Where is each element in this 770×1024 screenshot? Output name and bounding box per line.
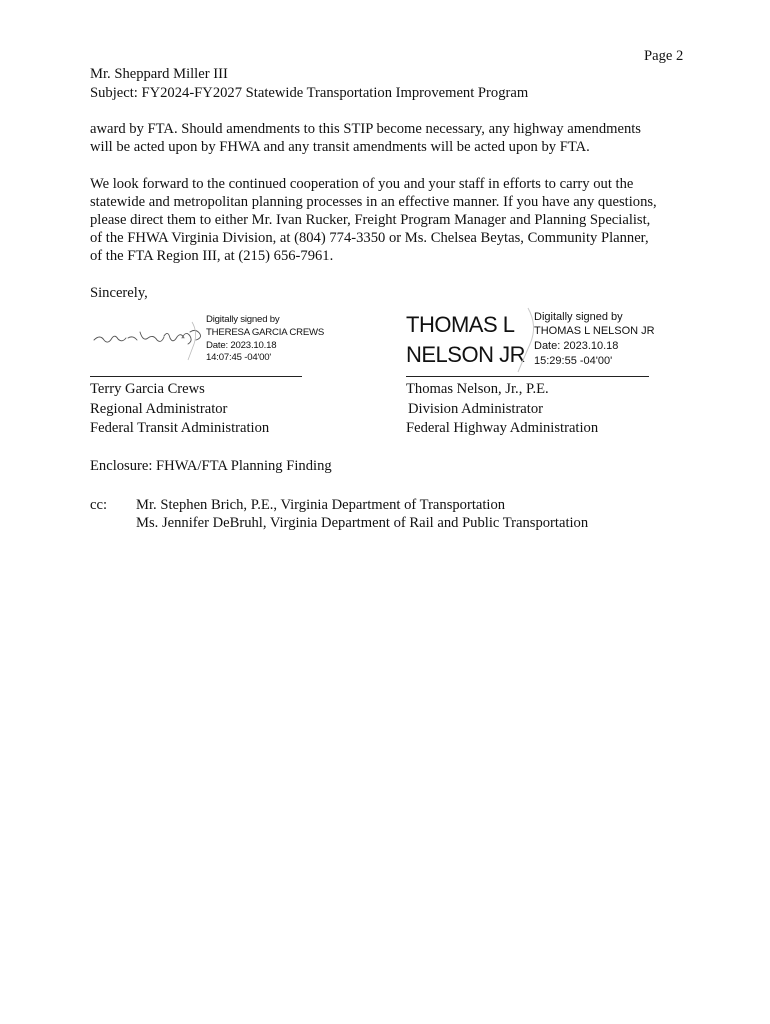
paragraph-line: award by FTA. Should amendments to this STIP become necessary, any highway amendments (90, 121, 641, 137)
digital-signature-line: THERESA GARCIA CREWS (206, 327, 325, 338)
digital-signature-line: Digitally signed by (206, 314, 280, 325)
paragraph-line: of the FTA Region III, at (215) 656-7961. (90, 248, 334, 264)
digital-signature-line: Digitally signed by (534, 311, 623, 323)
cc-label: cc: (90, 497, 108, 513)
signer-title: Regional Administrator (90, 401, 228, 417)
paragraph-line: of the FHWA Virginia Division, at (804) 774-3350 or Ms. Chelsea Beytas, Community Planner, (90, 230, 649, 246)
cc-recipient: Ms. Jennifer DeBruhl, Virginia Department of Rail and Public Transportation (136, 515, 589, 531)
signer-name: Terry Garcia Crews (90, 381, 205, 397)
paragraph-line: statewide and metropolitan planning processes in an effective manner. If you have any questions, (90, 194, 657, 210)
paragraph-line: please direct them to either Mr. Ivan Rucker, Freight Program Manager and Planning Specialist, (90, 212, 651, 228)
addressee: Mr. Sheppard Miller III (90, 66, 228, 82)
digital-signature-line: 15:29:55 -04'00' (534, 355, 613, 367)
digital-signature-line: 14:07:45 -04'00' (206, 352, 272, 363)
paragraph-line: We look forward to the continued cooperation of you and your staff in efforts to carry out the (90, 176, 634, 192)
signature-rule (406, 376, 649, 377)
closing: Sincerely, (90, 285, 148, 301)
handwritten-signature (92, 318, 208, 364)
signer-title: Division Administrator (408, 401, 543, 417)
signer-name: Thomas Nelson, Jr., P.E. (406, 381, 549, 397)
digital-signature-line: THOMAS L NELSON JR (534, 325, 655, 337)
paragraph-line: will be acted upon by FHWA and any transit amendments will be acted upon by FTA. (90, 139, 590, 155)
signature-rule (90, 376, 302, 377)
signer-agency: Federal Transit Administration (90, 420, 270, 436)
signer-agency: Federal Highway Administration (406, 420, 599, 436)
subject-line: Subject: FY2024-FY2027 Statewide Transportation Improvement Program (90, 85, 529, 101)
signature-name-large: THOMAS L (406, 312, 515, 337)
enclosure: Enclosure: FHWA/FTA Planning Finding (90, 458, 332, 474)
cc-recipient: Mr. Stephen Brich, P.E., Virginia Department of Transportation (136, 497, 506, 513)
digital-signature-line: Date: 2023.10.18 (206, 340, 277, 351)
page-number: Page 2 (644, 48, 684, 64)
digital-signature-line: Date: 2023.10.18 (534, 340, 619, 352)
signature-name-large: NELSON JR (406, 342, 525, 367)
